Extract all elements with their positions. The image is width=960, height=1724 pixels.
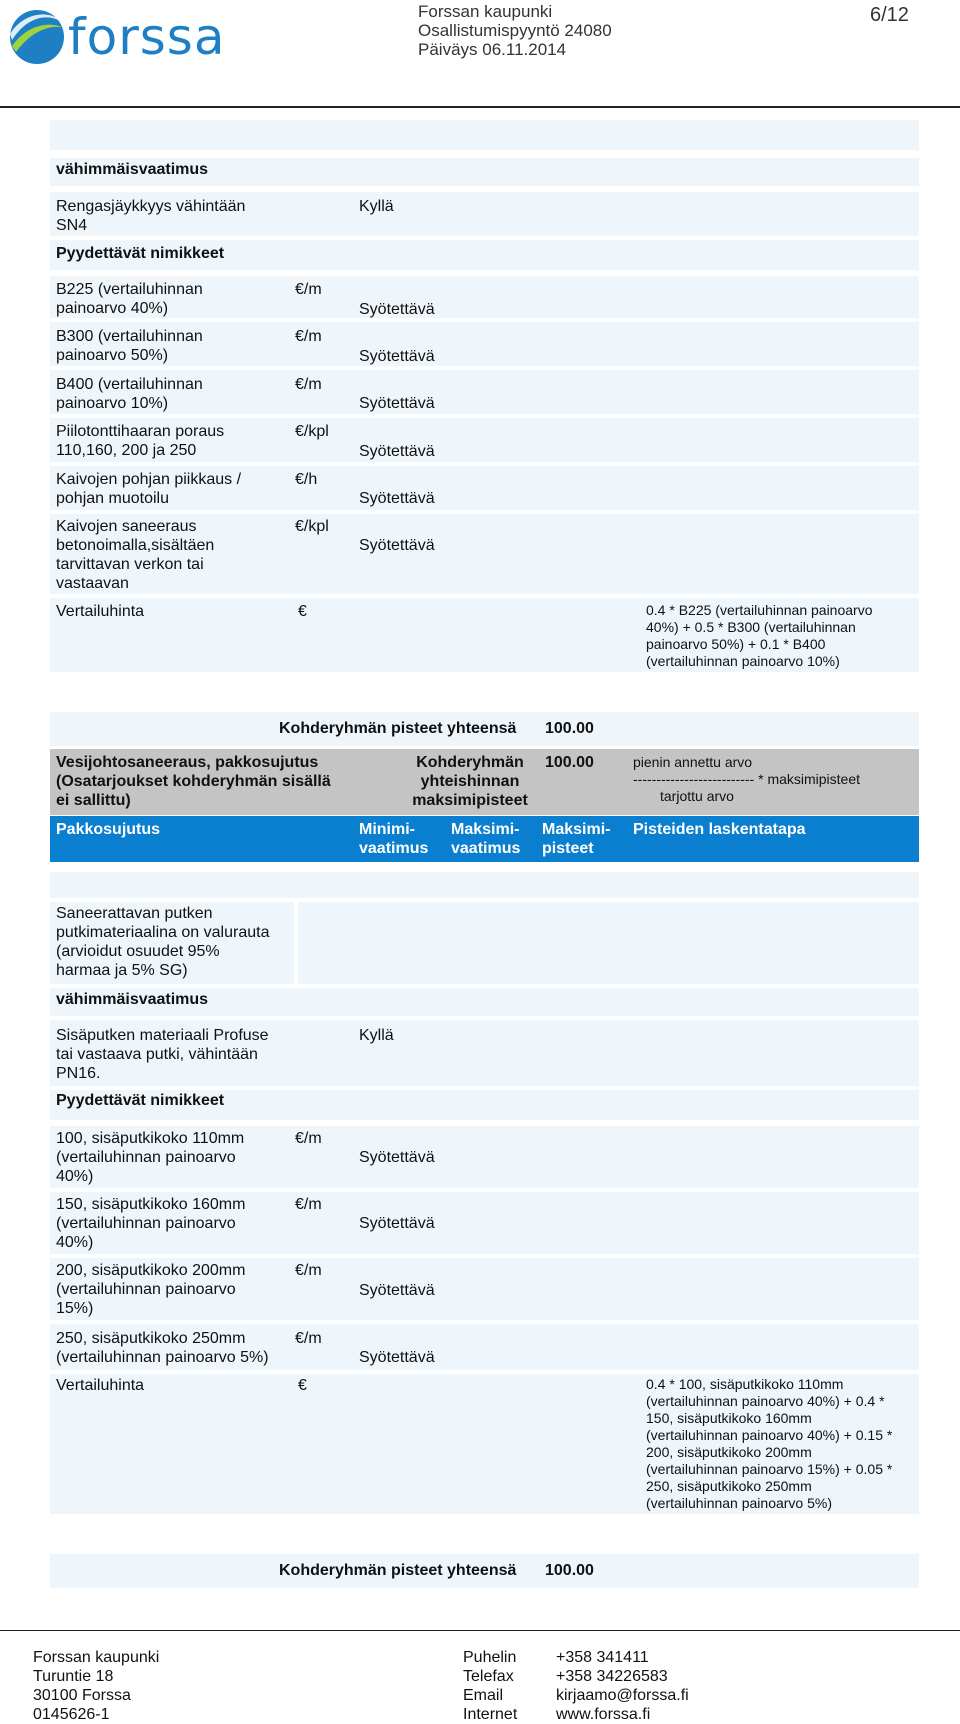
- item-value: Syötettävä: [359, 443, 435, 460]
- header-org: Forssan kaupunki: [418, 2, 553, 21]
- item-name: 250, sisäputkikoko 250mm (vertailuhinnan painoarvo 5%): [56, 1330, 269, 1366]
- total-label: Kohderyhmän pisteet yhteensä: [279, 720, 517, 737]
- item-unit: €/m: [295, 1196, 322, 1213]
- compare-unit: €: [298, 1377, 307, 1394]
- item-value: Syötettävä: [359, 1149, 435, 1166]
- footer-divider: [0, 1630, 960, 1631]
- item-value: Syötettävä: [359, 537, 435, 554]
- requirement-value: Kyllä: [359, 198, 394, 215]
- formula-line: -------------------------- * maksimipisteet: [633, 771, 861, 787]
- item-name: B300 (vertailuhinnan painoarvo 50%): [56, 328, 203, 364]
- item-unit: €/m: [295, 376, 322, 393]
- compare-unit: €: [298, 603, 307, 620]
- group-max-label: Kohderyhmän yhteishinnan maksimipisteet: [412, 754, 528, 809]
- requirement-value: Kyllä: [359, 1027, 394, 1044]
- item-unit: €/m: [295, 281, 322, 298]
- compare-label: Vertailuhinta: [56, 1377, 145, 1394]
- item-name: Kaivojen saneeraus betonoimalla,sisältäen tarvittavan verkon tai vastaavan: [56, 518, 215, 592]
- item-unit: €/m: [295, 1330, 322, 1347]
- item-unit: €/h: [295, 471, 318, 488]
- col-min: Minimi- vaatimus: [359, 821, 429, 857]
- section-title: Vesijohtosaneeraus, pakkosujutus (Osatarjoukset kohderyhmän sisällä ei sallittu): [56, 754, 331, 809]
- item-name: 100, sisäputkikoko 110mm (vertailuhinnan painoarvo 40%): [56, 1130, 245, 1185]
- min-requirement-heading: vähimmäisvaatimus: [56, 991, 209, 1008]
- table-row: [50, 872, 919, 898]
- header-divider: [0, 106, 960, 108]
- footer-address: Forssan kaupunki Turuntie 18 30100 Forssa 0145626-1: [33, 1649, 160, 1723]
- requirement-text: Sisäputken materiaali Profuse tai vastaava putki, vähintään PN16.: [56, 1027, 269, 1082]
- footer-contact-values: +358 341411 +358 34226583 kirjaamo@forssa.fi www.forssa.fi: [556, 1649, 689, 1723]
- col-max: Maksimi- vaatimus: [451, 821, 521, 857]
- col-heading: Pakkosujutus: [56, 821, 161, 838]
- group-max-value: 100.00: [545, 754, 594, 771]
- item-name: Kaivojen pohjan piikkaus / pohjan muotoilu: [56, 471, 242, 507]
- col-method: Pisteiden laskentatapa: [633, 821, 806, 838]
- formula-denominator: tarjottu arvo: [660, 788, 734, 804]
- item-value: Syötettävä: [359, 348, 435, 365]
- total-value: 100.00: [545, 1562, 594, 1579]
- item-name: 150, sisäputkikoko 160mm (vertailuhinnan painoarvo 40%): [56, 1196, 246, 1251]
- logo-text: forssa: [68, 8, 226, 66]
- header-request: Osallistumispyyntö 24080: [418, 21, 612, 40]
- item-name: B225 (vertailuhinnan painoarvo 40%): [56, 281, 203, 317]
- item-unit: €/kpl: [295, 518, 329, 535]
- total-label: Kohderyhmän pisteet yhteensä: [279, 1562, 517, 1579]
- compare-label: Vertailuhinta: [56, 603, 145, 620]
- item-value: Syötettävä: [359, 1282, 435, 1299]
- total-value: 100.00: [545, 720, 594, 737]
- item-value: Syötettävä: [359, 490, 435, 507]
- col-points: Maksimi- pisteet: [542, 821, 611, 857]
- formula-numerator: pienin annettu arvo: [633, 754, 753, 770]
- page-number: 6/12: [870, 4, 909, 26]
- description-text: Saneerattavan putken putkimateriaalina on valurauta (arvioidut osuudet 95% harmaa ja 5% SG): [56, 905, 270, 979]
- item-name: Piilotonttihaaran poraus 110,160, 200 ja 250: [56, 423, 225, 459]
- item-value: Syötettävä: [359, 301, 435, 318]
- compare-formula: 0.4 * 100, sisäputkikoko 110mm (vertailuhinnan painoarvo 40%) + 0.4 * 150, sisäputkikoko 160mm (vertailuhinnan painoarvo 40%) + 0.15 * 200, sisäputkikoko 200mm (vertailuhinnan painoarvo 15%) + 0.05 * 250, sisäputkikoko 250mm (vertailuhinnan painoarvo 5%): [646, 1376, 893, 1511]
- header-date: Päiväys 06.11.2014: [418, 40, 567, 59]
- item-value: Syötettävä: [359, 395, 435, 412]
- item-unit: €/kpl: [295, 423, 329, 440]
- item-unit: €/m: [295, 1262, 322, 1279]
- item-name: B400 (vertailuhinnan painoarvo 10%): [56, 376, 203, 412]
- item-unit: €/m: [295, 328, 322, 345]
- requirement-text: Rengasjäykkyys vähintään SN4: [56, 198, 246, 234]
- item-value: Syötettävä: [359, 1215, 435, 1232]
- forssa-logo-icon: [8, 6, 66, 66]
- footer-contact-labels: Puhelin Telefax Email Internet: [463, 1649, 518, 1723]
- min-requirement-heading: vähimmäisvaatimus: [56, 161, 209, 178]
- item-unit: €/m: [295, 1130, 322, 1147]
- compare-formula: 0.4 * B225 (vertailuhinnan painoarvo 40%) + 0.5 * B300 (vertailuhinnan painoarvo 50%) + 0.1 * B400 (vertailuhinnan painoarvo 10%): [646, 602, 873, 669]
- table-row: [50, 120, 919, 150]
- table-row: [298, 902, 919, 984]
- item-name: 200, sisäputkikoko 200mm (vertailuhinnan painoarvo 15%): [56, 1262, 246, 1317]
- items-heading: Pyydettävät nimikkeet: [56, 1092, 225, 1109]
- item-value: Syötettävä: [359, 1349, 435, 1366]
- items-heading: Pyydettävät nimikkeet: [56, 245, 225, 262]
